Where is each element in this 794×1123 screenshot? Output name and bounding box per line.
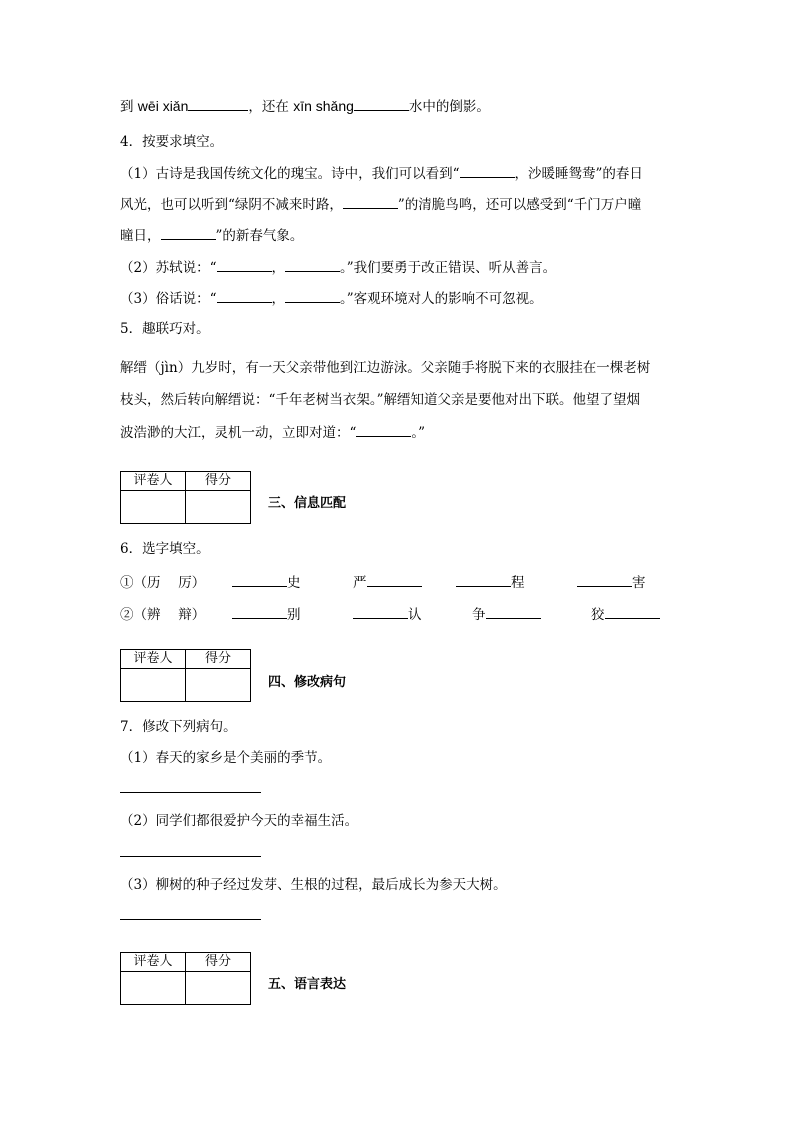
q6-row2-item-2 (353, 603, 422, 623)
score-label: 得分 (186, 650, 251, 669)
q6-blank[interactable] (367, 573, 422, 587)
q6-row1-item-2 (353, 571, 422, 591)
q5-line3 (120, 423, 425, 442)
score-cell[interactable] (186, 669, 251, 702)
q6-row1-item-1 (232, 571, 301, 591)
q3-blank-2[interactable] (354, 97, 409, 111)
q4-s1-text-a: （1）古诗是我国传统文化的瑰宝。诗中，我们可以看到“ (120, 166, 460, 182)
q6-row2-item-1 (232, 603, 301, 623)
reviewer-label: 评卷人 (121, 472, 186, 491)
q5-text-b: 。” (411, 425, 426, 441)
q7-s3: （3）柳树的种子经过发芽、生根的过程，最后成长为参天大树。 (120, 877, 507, 893)
reviewer-cell[interactable] (121, 491, 186, 524)
q4-s1-line1 (120, 164, 643, 183)
q6-char: 程 (511, 575, 525, 591)
q6-row2-item-4 (591, 603, 660, 623)
q6-blank[interactable] (577, 573, 632, 587)
q6-title: 6．选字填空。 (120, 541, 210, 557)
q6-blank[interactable] (232, 605, 287, 619)
q6-char: 认 (408, 607, 422, 623)
q3-text-2: ，还在 (248, 99, 294, 115)
q5-text-a: 波浩渺的大江，灵机一动，立即对道：“ (120, 425, 357, 441)
q5-blank[interactable] (356, 423, 411, 437)
reviewer-cell[interactable] (121, 669, 186, 702)
q3-text-1: 到 (120, 99, 138, 115)
q4-s2-blank-2[interactable] (285, 258, 340, 272)
q4-s1-text-f: ”的新春气象。 (215, 228, 304, 244)
q7-answer-line-1[interactable] (120, 792, 261, 793)
section-3-heading: 三、信息匹配 (268, 496, 347, 511)
q3-text-3: 水中的倒影。 (408, 99, 490, 115)
q3-blank-1[interactable] (188, 97, 248, 111)
q4-s1-blank-2[interactable] (343, 195, 398, 209)
q6-row2-item-3 (472, 603, 541, 623)
q6-blank[interactable] (605, 605, 660, 619)
q6-blank[interactable] (353, 605, 408, 619)
section-5-heading: 五、语言表达 (268, 977, 347, 992)
q4-s3-blank-1[interactable] (217, 289, 272, 303)
q3-pinyin-2: xīn shǎng (293, 98, 354, 114)
q4-s3-text-b: ， (271, 291, 285, 307)
q5-title: 5．趣联巧对。 (120, 321, 210, 337)
reviewer-cell[interactable] (121, 972, 186, 1005)
q6-blank[interactable] (456, 573, 511, 587)
q7-s1: （1）春天的家乡是个美丽的季节。 (120, 750, 332, 766)
q6-char: 严 (353, 575, 367, 591)
q3-pinyin-1: wēi xiǎn (137, 98, 189, 114)
q4-s3-text-c: 。”客观环境对人的影响不可忽视。 (340, 291, 543, 307)
score-box-1 (120, 471, 251, 524)
q4-title: 4．按要求填空。 (120, 134, 224, 150)
q7-answer-line-3[interactable] (120, 919, 261, 920)
q4-s2-text-a: （2）苏轼说：“ (120, 260, 217, 276)
q4-s1-text-b: ，沙暖睡鸳鸯”的春日 (514, 166, 643, 182)
score-cell[interactable] (186, 972, 251, 1005)
q5-line2: 枝头，然后转向解缙说：“千年老树当衣架。”解缙知道父亲是要他对出下联。他望了望烟 (120, 392, 641, 408)
q4-s3-blank-2[interactable] (285, 289, 340, 303)
section-4-heading: 四、修改病句 (268, 675, 347, 690)
q4-s1-text-d: ”的清脆鸟鸣，还可以感受到“千门万户曈 (397, 197, 642, 213)
q4-s1-text-c: 风光，也可以听到“绿阴不减来时路， (120, 197, 343, 213)
q4-s1-blank-3[interactable] (161, 226, 216, 240)
q6-char: 狡 (591, 607, 605, 623)
score-cell[interactable] (186, 491, 251, 524)
q7-answer-line-2[interactable] (120, 856, 261, 857)
q4-s2-line (120, 258, 556, 277)
q7-s2: （2）同学们都很爱护今天的幸福生活。 (120, 813, 359, 829)
q6-char: 史 (287, 575, 301, 591)
q4-s1-blank-1[interactable] (460, 164, 515, 178)
q7-title: 7．修改下列病句。 (120, 719, 237, 735)
q4-s2-blank-1[interactable] (217, 258, 272, 272)
q4-s1-line2 (120, 195, 641, 214)
reviewer-label: 评卷人 (121, 650, 186, 669)
q4-s2-text-b: ， (271, 260, 285, 276)
q4-s1-line3 (120, 226, 303, 245)
q4-s1-text-e: 曈日， (120, 228, 161, 244)
q4-s3-text-a: （3）俗话说：“ (120, 291, 217, 307)
score-label: 得分 (186, 472, 251, 491)
q5-line1: 解缙（jìn）九岁时，有一天父亲带他到江边游泳。父亲随手将脱下来的衣服挂在一棵老树 (120, 360, 651, 376)
reviewer-label: 评卷人 (121, 953, 186, 972)
q6-blank[interactable] (486, 605, 541, 619)
score-box-2 (120, 649, 251, 702)
q4-s2-text-c: 。”我们要勇于改正错误、听从善言。 (340, 260, 557, 276)
q6-char: 害 (632, 575, 646, 591)
score-label: 得分 (186, 953, 251, 972)
q6-row2-label: ②（辨 辩） (120, 607, 206, 623)
score-box-3 (120, 952, 251, 1005)
q6-row1-item-4 (577, 571, 646, 591)
q6-blank[interactable] (232, 573, 287, 587)
q6-row1-item-3 (456, 571, 525, 591)
q4-s3-line (120, 289, 543, 308)
q3-tail-line (120, 97, 490, 116)
q6-row1-label: ①（历 厉） (120, 575, 206, 591)
q6-char: 别 (287, 607, 301, 623)
q6-char: 争 (472, 607, 486, 623)
